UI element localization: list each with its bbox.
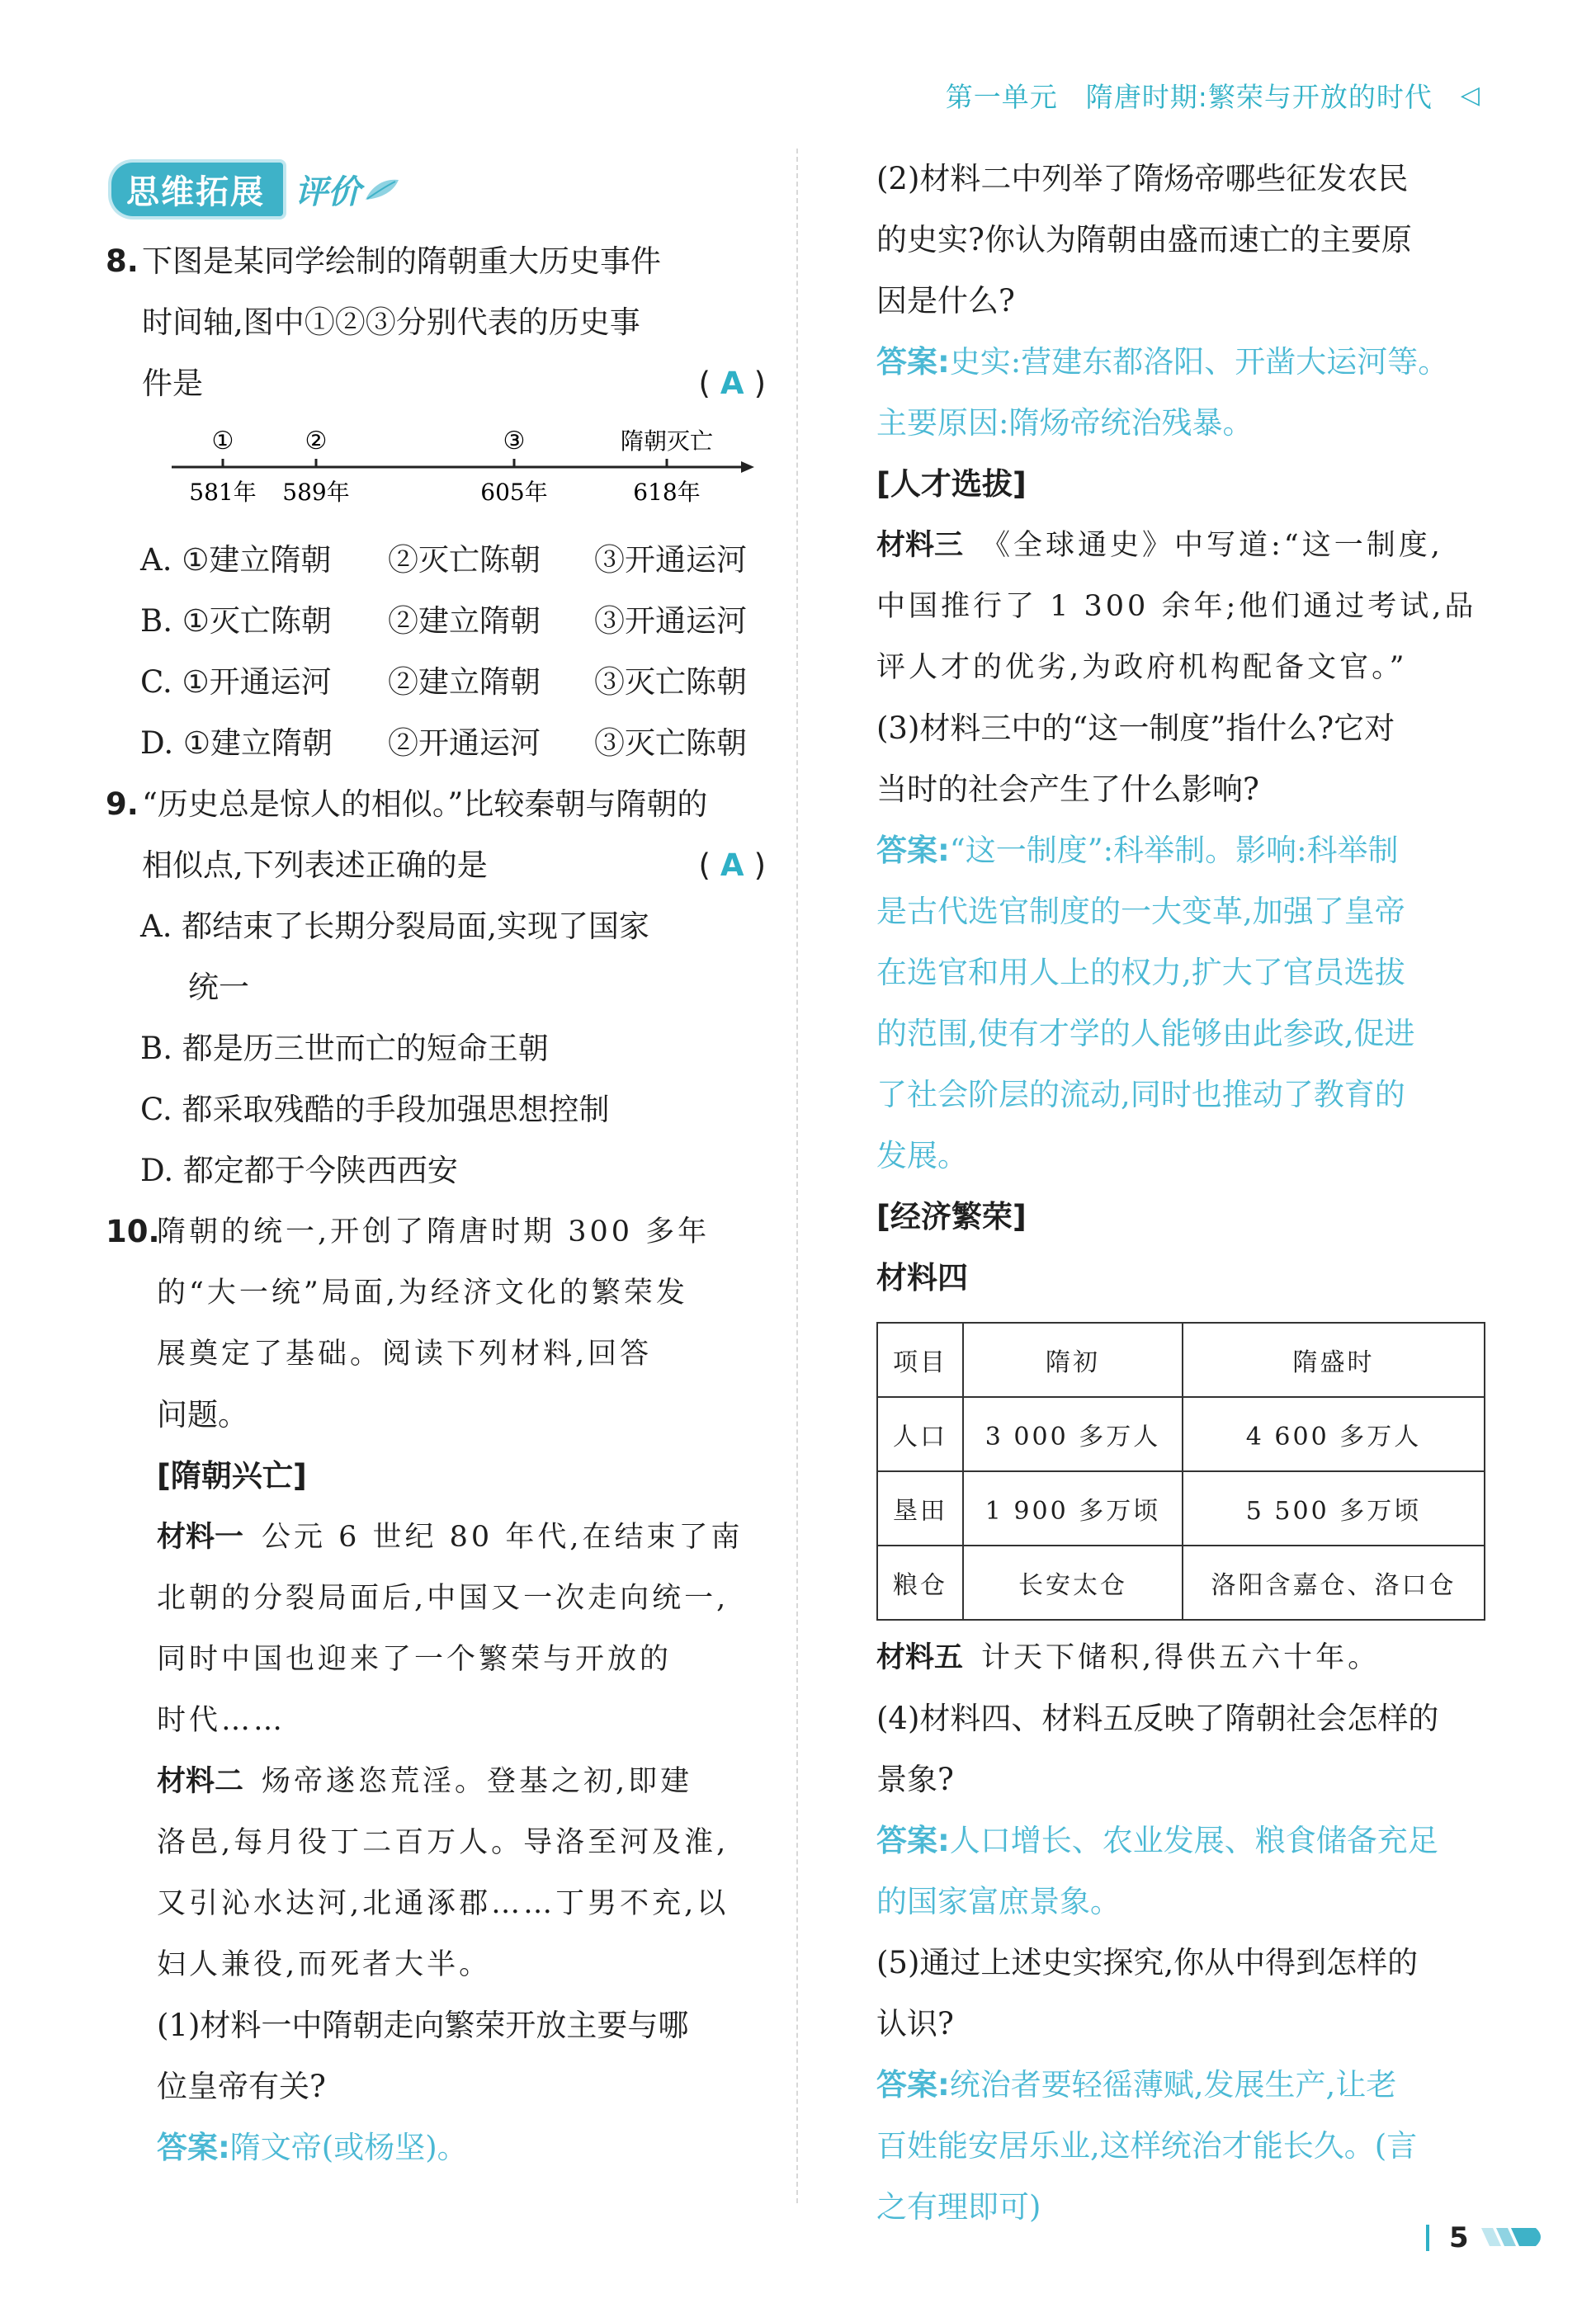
material-4-label: 材料四: [876, 1260, 968, 1296]
m2-line-3: 又引沁水达河,北通涿郡……丁男不充,以: [157, 1887, 730, 1920]
table-header-cell: 隋初: [963, 1323, 1183, 1397]
answer-label: 答案:: [876, 833, 950, 868]
material-5: [876, 1627, 1487, 1688]
table-row: [877, 1471, 1485, 1546]
q10-line-2: 的“大一统”局面,为经济文化的繁荣发: [157, 1277, 688, 1310]
answer-3-line-1: “这一制度”:科举制。影响:科举制: [949, 833, 1399, 868]
table-cell: 粮仓: [877, 1546, 963, 1620]
m3-line-2: 中国推行了 1 300 余年;他们通过考试,品: [876, 590, 1477, 623]
answer-2-line-2: 主要原因:隋炀帝统治残暴。: [876, 405, 1254, 441]
answer-5: [876, 2055, 1487, 2116]
material-1: [157, 1507, 766, 1568]
answer-5-line-3: 之有理即可): [876, 2189, 1041, 2225]
m2-line-4: 妇人兼役,而死者大半。: [157, 1948, 492, 1981]
table-row: [877, 1546, 1485, 1620]
opt-part: ②建立隋朝: [388, 664, 541, 700]
q8-option-a[interactable]: [106, 530, 766, 591]
table-header-row: [877, 1323, 1485, 1397]
q8-line-1: 下图是某同学绘制的隋朝重大历史事件: [142, 243, 661, 279]
timeline-diagram: [172, 414, 848, 530]
page-arrow-decoration-icon: [1481, 2225, 1547, 2249]
section-economic-prosperity: [经济繁荣]: [876, 1199, 1027, 1234]
q9-line-2-text: 相似点,下列表述正确的是: [142, 847, 488, 883]
m1-line-4: 时代……: [157, 1704, 286, 1737]
material-3-label: 材料三: [876, 529, 964, 562]
opt-part: A. ①建立隋朝: [140, 542, 332, 578]
q9-option-d[interactable]: D. 都定都于今陕西西安: [140, 1153, 458, 1188]
answer-3-line-3: 在选官和用人上的权力,扩大了官员选拔: [876, 955, 1405, 990]
timeline-year-2: 589年: [282, 479, 350, 506]
opt-part: ③开通运河: [594, 542, 747, 578]
timeline-marker-3: ③: [503, 427, 526, 455]
timeline-marker-1: ①: [211, 427, 234, 455]
opt-part: C. ①开通运河: [140, 664, 332, 700]
opt-part: ②开通运河: [388, 725, 541, 761]
answer-5-line-1: 统治者要轻徭薄赋,发展生产,让老: [949, 2067, 1397, 2103]
timeline-year-4: 618年: [633, 479, 701, 506]
answer-3-line-5: 了社会阶层的流动,同时也推动了教育的: [876, 1077, 1405, 1112]
timeline-year-3: 605年: [480, 479, 548, 506]
table-cell: 人口: [877, 1397, 963, 1471]
banner-tail: 评价: [295, 172, 361, 211]
answer-3-line-6: 发展。: [876, 1138, 968, 1173]
q10-line-3: 展奠定了基础。阅读下列材料,回答: [157, 1338, 653, 1371]
q9-option-a[interactable]: A. 都结束了长期分裂局面,实现了国家: [140, 909, 650, 944]
sub-question-2-line-1: (2)材料二中列举了隋炀帝哪些征发农民: [876, 161, 1409, 196]
q9-line-1: “历史总是惊人的相似。”比较秦朝与隋朝的: [142, 786, 708, 822]
q8-line-2: 时间轴,图中①②③分别代表的历史事: [142, 304, 640, 340]
sub-question-5-line-2: 认识?: [876, 2006, 954, 2041]
table-header-cell: 隋盛时: [1183, 1323, 1485, 1397]
right-column: [876, 149, 1487, 2238]
answer-4-line-1: 人口增长、农业发展、粮食储备充足: [949, 1823, 1438, 1858]
section-sui-rise-fall: [隋朝兴亡]: [157, 1458, 307, 1494]
material-4-table: [876, 1322, 1485, 1621]
question-number: 9.: [106, 786, 139, 822]
sub-question-2-line-3: 因是什么?: [876, 283, 1015, 319]
answer-label: 答案:: [876, 1823, 950, 1858]
q8-line-3-text: 件是: [142, 366, 203, 401]
m1-line-3: 同时中国也迎来了一个繁荣与开放的: [157, 1643, 673, 1676]
unit-label: 第一单元: [945, 81, 1058, 113]
q9-answer: A: [720, 847, 744, 883]
sub-question-4-line-1: (4)材料四、材料五反映了隋朝社会怎样的: [876, 1701, 1439, 1736]
q8-line-3: [142, 353, 766, 414]
timeline-marker-4: 隋朝灭亡: [620, 427, 714, 455]
answer-2: [876, 332, 1487, 393]
timeline-year-1: 581年: [189, 479, 257, 506]
opt-part: D. ①建立隋朝: [140, 725, 333, 761]
answer-bracket: ( A ): [698, 847, 766, 883]
leaf-icon: [364, 177, 400, 201]
opt-part: ③灭亡陈朝: [594, 664, 747, 700]
material-1-label: 材料一: [157, 1521, 244, 1554]
table-cell: 垦田: [877, 1471, 963, 1546]
sub-question-5-line-1: (5)通过上述史实探究,你从中得到怎样的: [876, 1945, 1419, 1980]
answer-3-line-2: 是古代选官制度的一大变革,加强了皇帝: [876, 894, 1405, 929]
question-8: [106, 231, 766, 414]
opt-part: ③开通运河: [594, 603, 747, 639]
triangle-left-icon: ◁: [1460, 81, 1480, 110]
material-2-label: 材料二: [157, 1765, 244, 1798]
m3-line-1: 《全球通史》中写道:“这一制度,: [981, 529, 1443, 562]
sub-question-1-line-2: 位皇帝有关?: [157, 2069, 326, 2104]
q9-option-c[interactable]: C. 都采取残酷的手段加强思想控制: [140, 1092, 610, 1127]
opt-part: ②建立隋朝: [388, 603, 541, 639]
answer-3-line-4: 的范围,使有才学的人能够由此参政,促进: [876, 1016, 1415, 1051]
table-cell: 1 900 多万顷: [963, 1471, 1183, 1546]
sub-question-2-line-2: 的史实?你认为隋朝由盛而速亡的主要原: [876, 222, 1412, 257]
page-number-bar: [1426, 2225, 1429, 2251]
sub-question-3-line-1: (3)材料三中的“这一制度”指什么?它对: [876, 710, 1395, 746]
sub-question-1-line-1: (1)材料一中隋朝走向繁荣开放主要与哪: [157, 2008, 689, 2043]
q10-line-1: 隋朝的统一,开创了隋唐时期 300 多年: [157, 1215, 711, 1248]
section-talent-selection: [人才选拔]: [876, 466, 1027, 502]
banner-main: 思维拓展: [111, 163, 283, 216]
table-cell: 5 500 多万顷: [1183, 1471, 1485, 1546]
q8-answer: A: [720, 366, 744, 401]
table-header-cell: 项目: [877, 1323, 963, 1397]
table-cell: 长安太仓: [963, 1546, 1183, 1620]
q9-option-b[interactable]: B. 都是历三世而亡的短命王朝: [140, 1031, 549, 1066]
m3-line-3: 评人才的优劣,为政府机构配备文官。”: [876, 651, 1408, 684]
material-3: [876, 515, 1487, 576]
table-cell: 4 600 多万人: [1183, 1397, 1485, 1471]
q8-option-d[interactable]: [106, 713, 766, 774]
m1-line-1: 公元 6 世纪 80 年代,在结束了南: [262, 1521, 744, 1554]
table-cell: 洛阳含嘉仓、洛口仓: [1183, 1546, 1485, 1620]
q8-option-b[interactable]: [106, 591, 766, 652]
answer-label: 答案:: [157, 2130, 230, 2165]
m2-line-1: 炀帝遂恣荒淫。登基之初,即建: [262, 1765, 693, 1798]
answer-3: [876, 820, 1487, 881]
timeline-marker-2: ②: [305, 427, 328, 455]
answer-1: [157, 2117, 766, 2178]
sub-question-3-line-2: 当时的社会产生了什么影响?: [876, 772, 1259, 807]
left-column: [106, 231, 766, 2178]
answer-2-line-1: 史实:营建东都洛阳、开凿大运河等。: [949, 344, 1449, 380]
m5-text: 计天下储积,得供五六十年。: [981, 1641, 1381, 1674]
answer-5-line-2: 百姓能安居乐业,这样统治才能长久。(言: [876, 2128, 1418, 2164]
material-2: [157, 1751, 766, 1812]
section-banner: [111, 163, 400, 215]
material-5-label: 材料五: [876, 1641, 964, 1674]
page-number: 5: [1449, 2221, 1469, 2254]
answer-4: [876, 1810, 1487, 1871]
question-10: [106, 1201, 766, 1446]
opt-part: B. ①灭亡陈朝: [140, 603, 332, 639]
sub-question-4-line-2: 景象?: [876, 1762, 954, 1797]
question-number: 10.: [106, 1214, 160, 1249]
opt-part: ③灭亡陈朝: [594, 725, 747, 761]
q9-line-2: [142, 835, 766, 896]
q10-line-4: 问题。: [157, 1397, 248, 1432]
m1-line-2: 北朝的分裂局面后,中国又一次走向统一,: [157, 1582, 730, 1615]
unit-title: 隋唐时期:繁荣与开放的时代: [1085, 81, 1433, 113]
table-row: [877, 1397, 1485, 1471]
answer-bracket: ( A ): [698, 366, 766, 401]
question-9: [106, 774, 766, 896]
q9-option-a-cont: 统一: [188, 970, 249, 1005]
answer-1-text: 隋文帝(或杨坚)。: [229, 2130, 468, 2165]
m2-line-2: 洛邑,每月役丁二百万人。导洛至河及淮,: [157, 1826, 730, 1859]
answer-4-line-2: 的国家富庶景象。: [876, 1884, 1121, 1919]
running-header: [946, 76, 1480, 115]
answer-label: 答案:: [876, 344, 950, 380]
q8-option-c[interactable]: [106, 652, 766, 713]
answer-label: 答案:: [876, 2067, 950, 2103]
opt-part: ②灭亡陈朝: [388, 542, 541, 578]
table-cell: 3 000 多万人: [963, 1397, 1183, 1471]
question-number: 8.: [106, 243, 139, 279]
